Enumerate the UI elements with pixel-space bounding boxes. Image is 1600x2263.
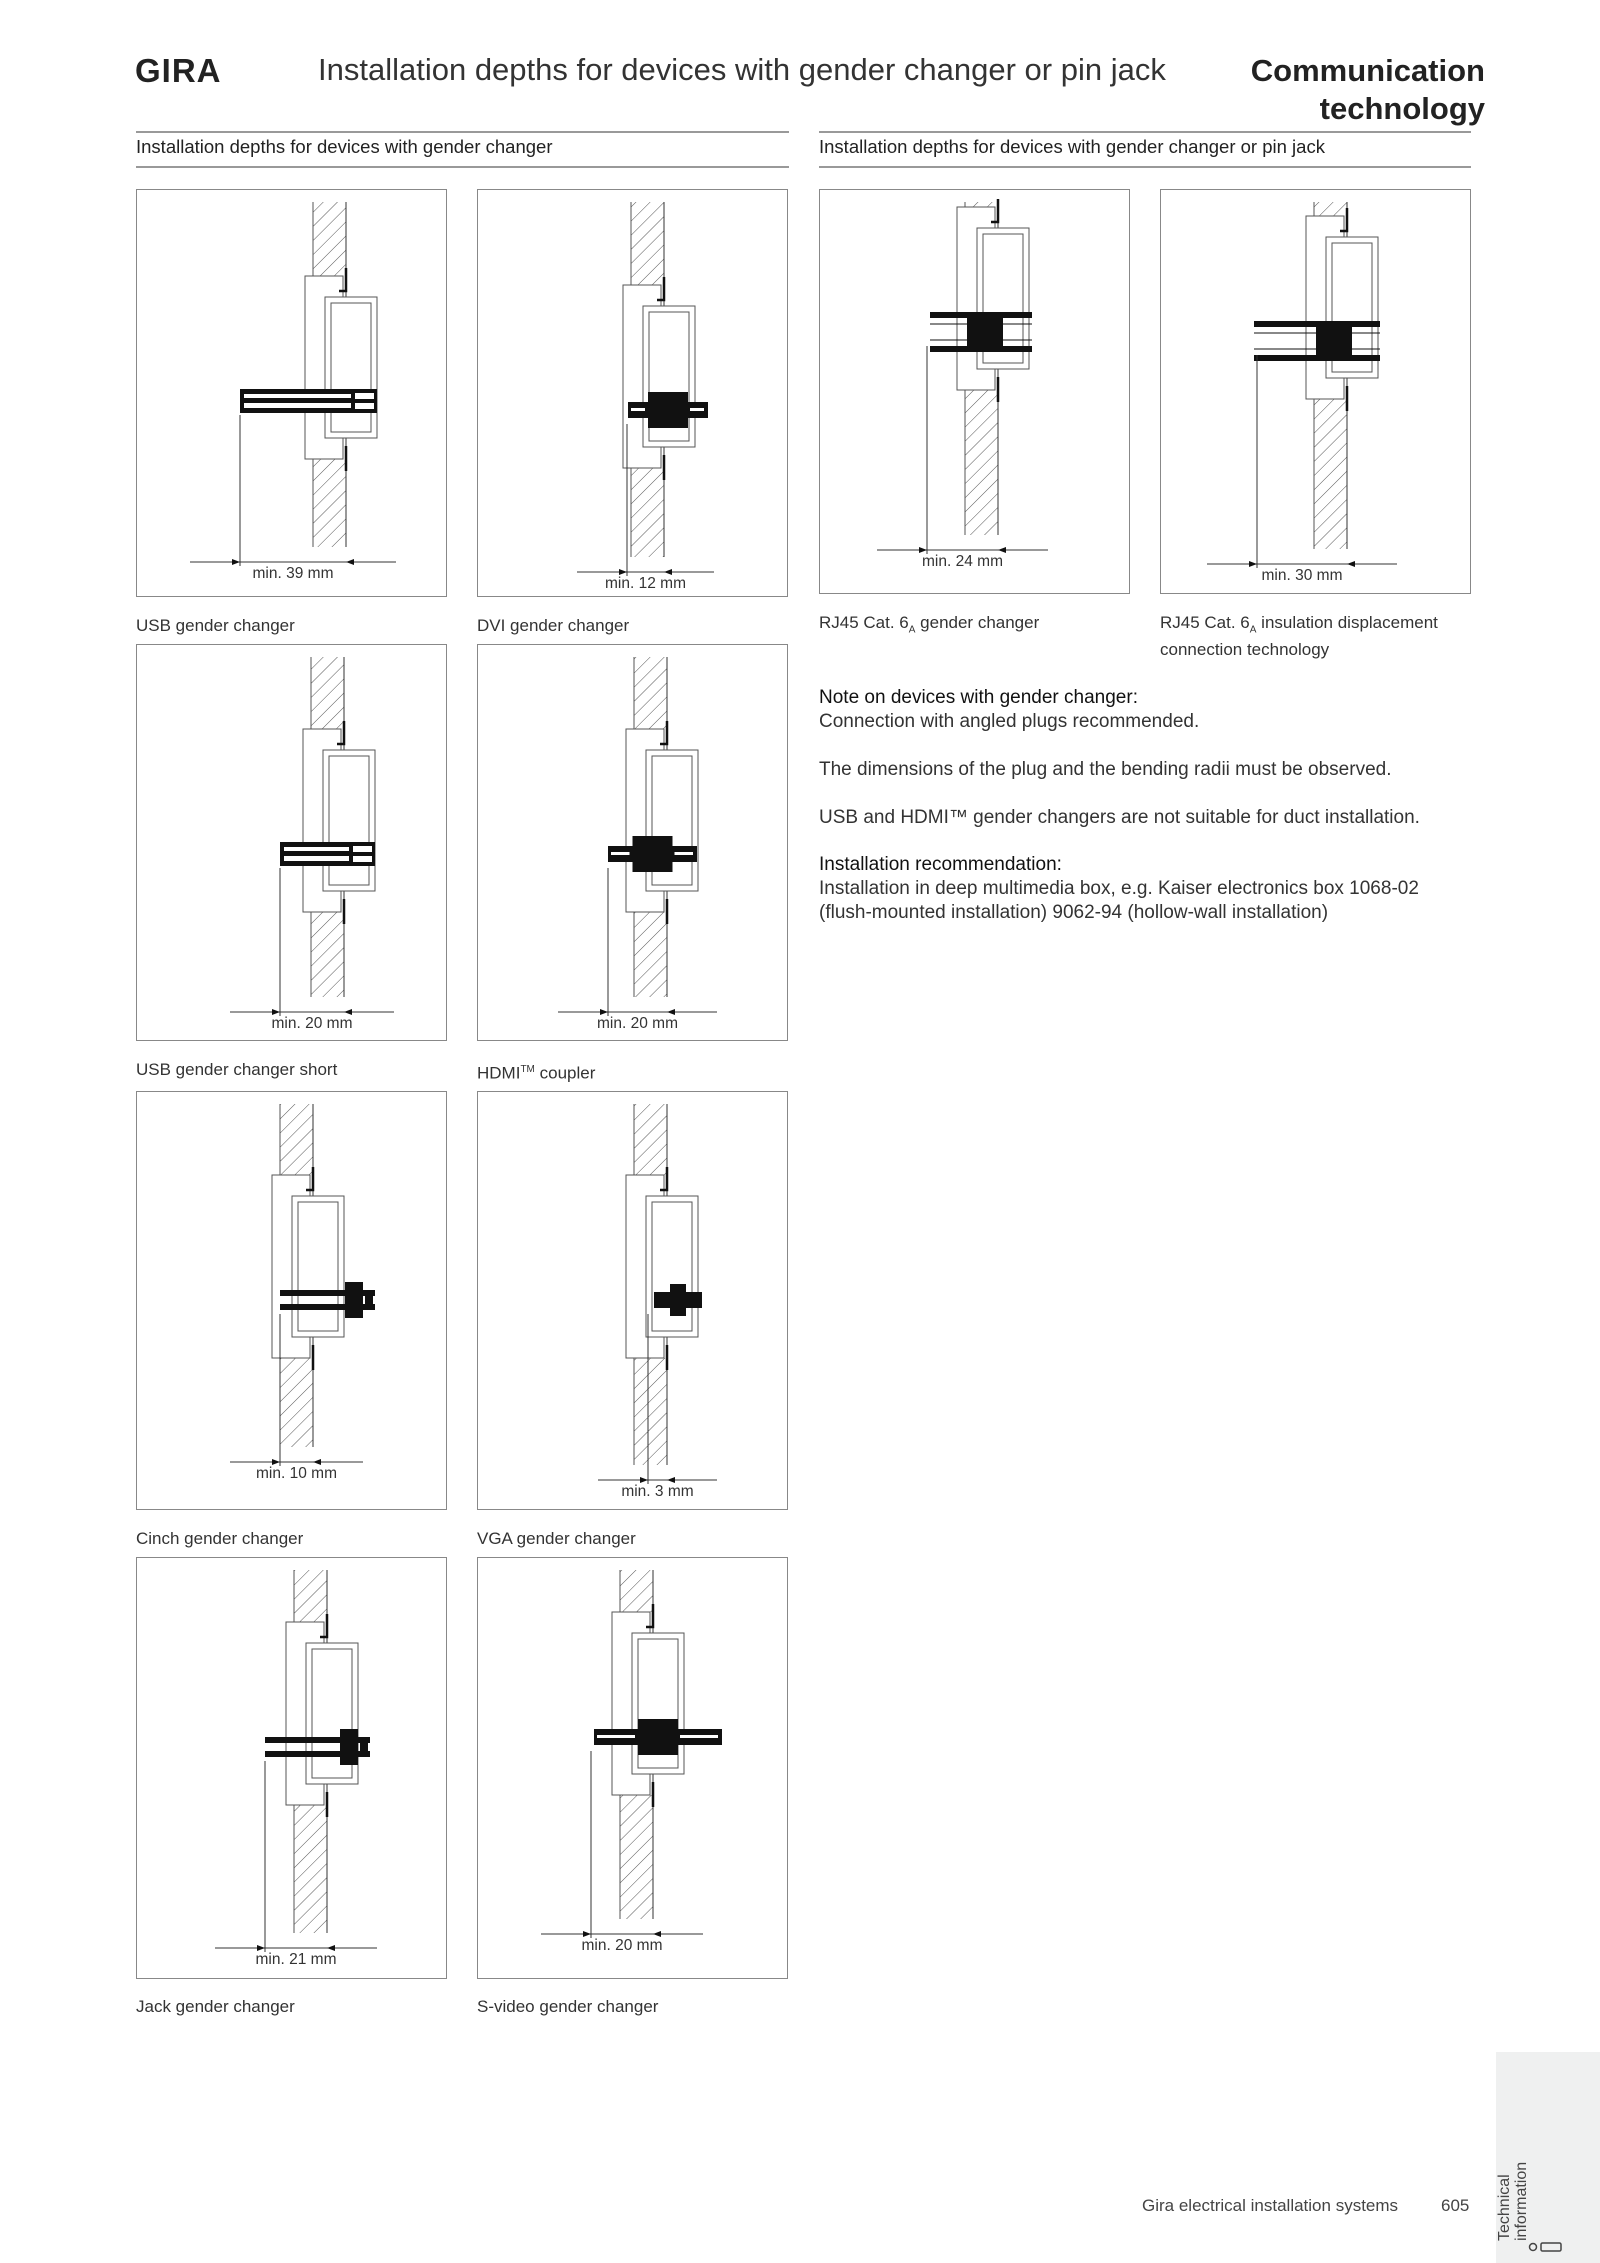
installation-diagram [137,190,447,598]
caption-part: insulation displacement [1256,613,1438,632]
insert-frame [325,297,377,438]
dimension-label: min. 39 mm [252,565,334,582]
divider [819,166,1471,168]
diagram-caption: VGA gender changer [477,1529,636,1548]
dimension-label: min. 20 mm [597,1015,678,1032]
note-heading: Note on devices with gender changer: [819,687,1138,708]
diagram-panel [477,1557,788,1979]
dimension-line [1207,355,1397,568]
installation-diagram [820,190,1130,595]
dimension-label: min. 21 mm [255,1951,337,1968]
footer-text: Gira electrical installation systems [1142,2196,1399,2215]
diagram-panel [136,1557,447,1979]
dimension-label: min. 20 mm [581,1937,663,1954]
dimension-label: min. 20 mm [271,1015,353,1032]
diagram-panel [1160,189,1471,594]
diagram-caption: Jack gender changer [136,1997,295,2016]
note-line: Connection with angled plugs recommended. [819,711,1200,732]
plug [280,842,375,866]
diagram-caption [477,1060,595,1084]
note-line: The dimensions of the plug and the bending radii must be observed. [819,759,1392,780]
recommendation-line: Installation in deep multimedia box, e.g. Kaiser electronics box 1068-02 [819,878,1419,899]
dimension-label: min. 30 mm [1261,567,1343,584]
diagram-panel [477,189,788,597]
diagram-panel [136,1091,447,1510]
divider [136,131,789,133]
section-title-line2: technology [1319,91,1485,126]
section-title [1251,52,1485,128]
diagram-caption [1160,613,1438,660]
installation-diagram [478,190,788,598]
diagram-panel [136,644,447,1041]
installation-diagram [137,1092,447,1511]
recommendation-heading: Installation recommendation: [819,854,1062,875]
tab-line1: Technical [1496,2174,1513,2241]
dimension-label: min. 12 mm [605,575,686,592]
recommendation-line: (flush-mounted installation) 9062-94 (hollow-wall installation) [819,902,1329,923]
section-title-line1: Communication [1250,53,1485,88]
installation-diagram [478,1092,788,1511]
diagram-panel [136,189,447,597]
installation-diagram [137,1558,447,1980]
chapter-tab-label [1496,2162,1530,2241]
info-icon [1528,2239,1564,2255]
caption-part: RJ45 Cat. 6 [1160,613,1250,632]
diagram-panel [477,644,788,1041]
caption-part: TM [520,1064,535,1075]
note-line: USB and HDMI™ gender changers are not suitable for duct installation. [819,807,1420,828]
diagram-caption [819,613,1039,640]
diagram-caption: Cinch gender changer [136,1529,304,1548]
caption-part: A [908,624,916,636]
caption-part: gender changer [915,613,1040,632]
insert-frame [292,1196,344,1337]
diagram-panel [477,1091,788,1510]
dimension-label: min. 3 mm [621,1483,694,1500]
installation-diagram [1161,190,1471,595]
plug [240,389,377,413]
caption-part: connection technology [1160,640,1330,660]
diagram-caption: S-video gender changer [477,1997,659,2016]
diagram-panel [819,189,1130,594]
caption-part: RJ45 Cat. 6 [819,613,909,632]
gira-logo: GIRA [135,52,222,89]
subheading-left: Installation depths for devices with gender changer [136,136,553,157]
dimension-label: min. 10 mm [256,1465,337,1482]
chapter-tab[interactable] [1496,2052,1600,2263]
diagram-caption: DVI gender changer [477,616,630,635]
subheading-right: Installation depths for devices with gender changer or pin jack [819,136,1325,157]
diagram-caption: USB gender changer short [136,1060,338,1079]
page-number: 605 [1441,2196,1470,2215]
caption-part: coupler [534,1063,596,1083]
installation-diagram [478,645,788,1042]
caption-part: A [1249,624,1257,636]
divider [819,131,1471,133]
divider [136,166,789,168]
caption-part: HDMI [477,1063,521,1083]
installation-diagram [137,645,447,1042]
tab-line2: information [1513,2161,1530,2241]
diagram-caption: USB gender changer [136,616,295,635]
dimension-label: min. 24 mm [922,553,1003,570]
installation-diagram [478,1558,788,1980]
page-title: Installation depths for devices with gender changer or pin jack [318,52,1166,87]
insert-frame [323,750,375,891]
